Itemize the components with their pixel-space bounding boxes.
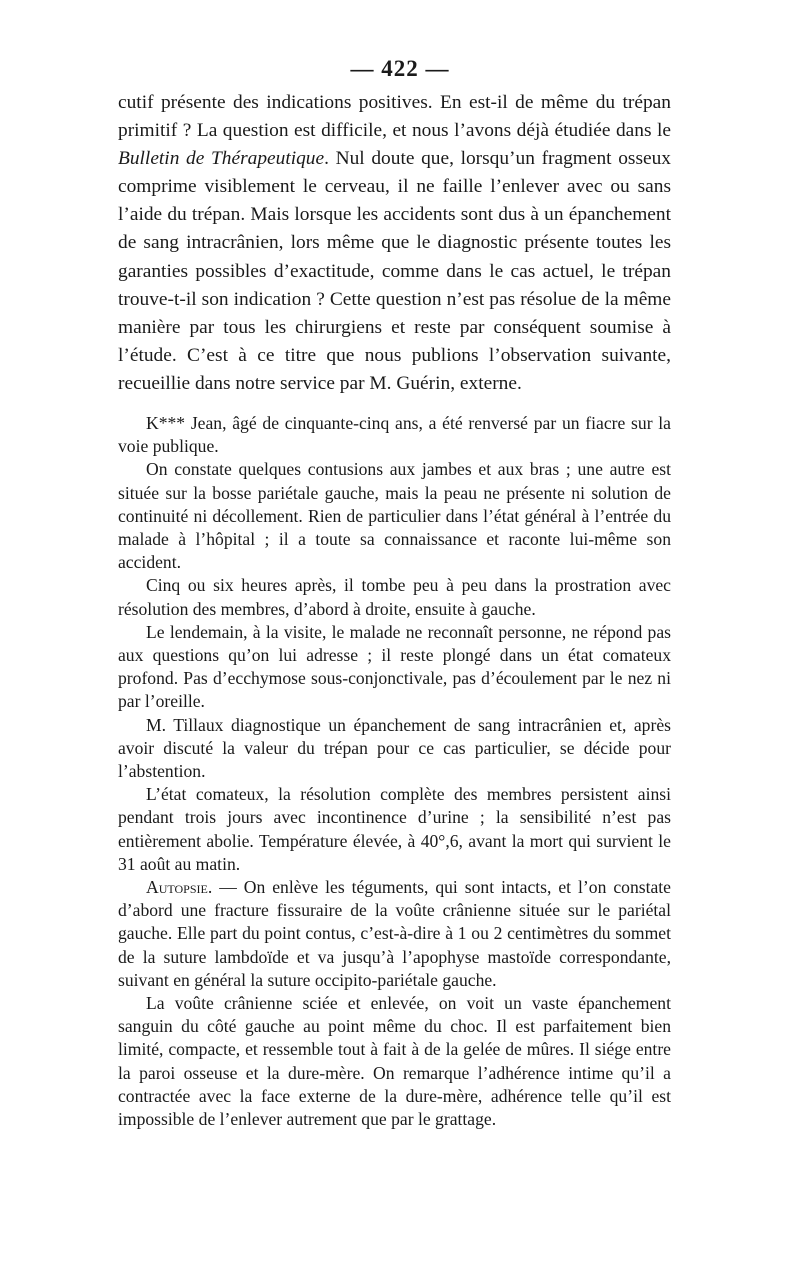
case-report (118, 412, 671, 1131)
intro-text-start: cutif présente des indications positives. En est-il de même du trépan primitif ? La question est difficile, et nous l’avons déjà étudiée dans le (118, 92, 671, 142)
case-paragraph-next-day: Le lendemain, à la visite, le malade ne reconnaît personne, ne répond pas aux questions qu’on lui adresse ; il reste plongé dans un état comateux profond. Pas d’ecchymose sous-conjonctivale, pas d’écoulement par le nez ni par l’oreille. (118, 621, 671, 712)
case-paragraph-findings: On constate quelques contusions aux jambes et aux bras ; une autre est située sur la bosse pariétale gauche, mais la peau ne présente ni solution de continuité ni décollement. Rien de particulier dans l’état général à l’entrée du malade à l’hôpital ; il a toute sa connaissance et raconte lui-même son accident. (118, 459, 671, 573)
intro-section (118, 89, 671, 398)
case-paragraph-prostration: Cinq ou six heures après, il tombe peu à peu dans la prostration avec résolution des membres, d’abord à droite, ensuite à gauche. (118, 575, 671, 619)
case-paragraph-autopsy (118, 876, 671, 992)
case-paragraph-hematoma: La voûte crânienne sciée et enlevée, on voit un vaste épanchement sanguin du côté gauche au point même du choc. Il est parfaitement bien limité, compacte, et ressemble tout à fait à de la gelée de mûres. Il siége entre la paroi osseuse et la dure-mère. On remarque l’adhérence intime qu’il a contractée avec la face externe de la dure-mère, adhérence telle qu’il est impossible de l’enlever autrement que par le grattage. (118, 993, 671, 1130)
case-paragraph-diagnosis: M. Tillaux diagnostique un épanchement de sang intracrânien et, après avoir discuté la valeur du trépan pour ce cas particulier, se décide pour l’abstention. (118, 714, 671, 782)
case-paragraph-course: L’état comateux, la résolution complète des membres persistent ainsi pendant trois jours avec incontinence d’urine ; la sensibilité n’est pas entièrement abolie. Température élevée, à 40°,6, avant la mort qui survient le 31 août au matin. (118, 784, 671, 874)
page-number: — 422 — (350, 56, 450, 81)
intro-text-end: . Nul doute que, lorsqu’un fragment osseux comprime visiblement le cerveau, il ne faille l’enlever avec ou sans l’aide du trépan. Mais lorsque les accidents sont dus à un épanchement de sang intracrânien, lors même que le diagnostic présente toutes les garanties possibles d’exactitude, comme dans le cas actuel, le trépan trouve-t-il son indication ? Cette question n’est pas résolue de la même manière par tous les chirurgiens et reste par conséquent soumise à l’étude. C’est à ce titre que nous publions l’observation suivante, recueillie dans notre service par M. Guérin, externe. (118, 148, 671, 394)
autopsy-text: — On enlève les téguments, qui sont intacts, et l’on constate d’abord une fracture fissuraire de la voûte crânienne située sur le pariétal gauche. Elle part du point contus, c’est-à-dire à 1 ou 2 centimètres du sommet de la suture lambdoïde et va jusqu’à l’apophyse mastoïde correspondante, suivant en général la suture occipito-pariétale gauche. (118, 877, 671, 990)
intro-paragraph (118, 89, 671, 398)
journal-title: Bulletin de Thérapeutique (118, 148, 325, 170)
autopsy-heading: Autopsie. (146, 877, 213, 898)
case-paragraph-patient: K*** Jean, âgé de cinquante-cinq ans, a été renversé par un fiacre sur la voie publique. (118, 413, 671, 457)
